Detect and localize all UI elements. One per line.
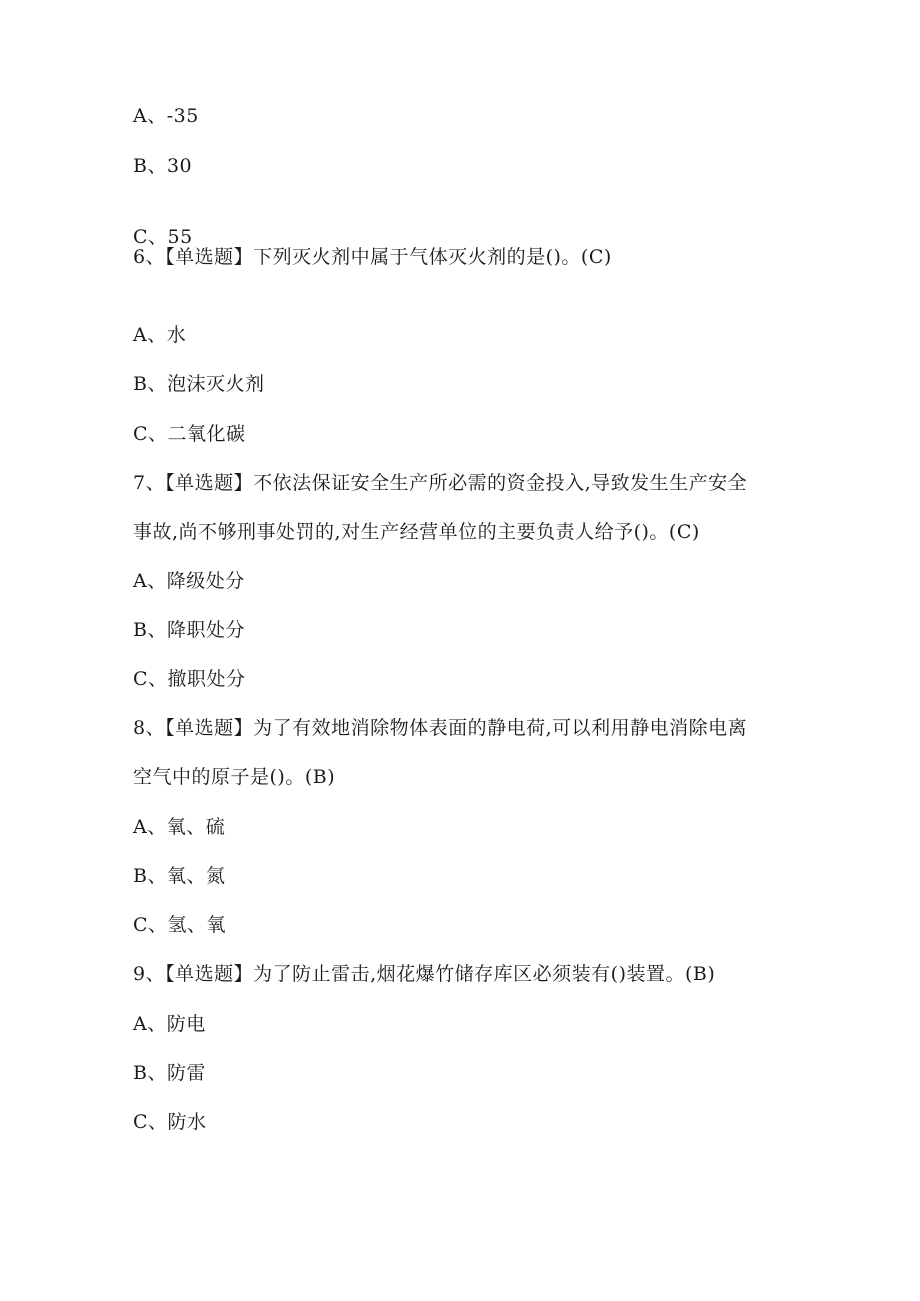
- q8-question: [133, 716, 747, 740]
- q6-question: [133, 245, 612, 269]
- q7-number: 7、: [133, 472, 166, 494]
- q7-option-b: B、降职处分: [133, 619, 245, 641]
- q7-type-tag: 【单选题】: [165, 472, 254, 494]
- q6-option-c: C、二氧化碳: [133, 423, 246, 445]
- q5-option-b: B、30: [133, 155, 193, 177]
- q7-question: [133, 471, 747, 495]
- q5-option-a: A、-35: [133, 105, 199, 127]
- q9-text-line-1: 为了防止雷击,烟花爆竹储存库区必须装有()装置。(B): [253, 963, 716, 985]
- q9-type-tag: 【单选题】: [165, 963, 254, 985]
- q8-option-b: B、氧、氮: [133, 865, 226, 887]
- q7-option-a: A、降级处分: [133, 570, 245, 592]
- q9-option-c: C、防水: [133, 1111, 207, 1133]
- q6-option-a: A、水: [133, 324, 187, 346]
- q8-number: 8、: [133, 717, 166, 739]
- q7-text-line-1: 不依法保证安全生产所必需的资金投入,导致发生生产安全: [253, 472, 748, 494]
- q9-option-a: A、防电: [133, 1013, 206, 1035]
- q5-option-c: C、55: [133, 226, 193, 248]
- q8-text-line-2: 空气中的原子是()。(B): [133, 766, 336, 788]
- q6-number: 6、: [133, 246, 166, 268]
- q6-text-line-1: 下列灭火剂中属于气体灭火剂的是()。(C): [253, 246, 612, 268]
- q8-option-c: C、氢、氧: [133, 914, 227, 936]
- q8-option-a: A、氧、硫: [133, 816, 226, 838]
- q7-option-c: C、撤职处分: [133, 668, 246, 690]
- q6-type-tag: 【单选题】: [165, 246, 254, 268]
- q7-text-line-2: 事故,尚不够刑事处罚的,对生产经营单位的主要负责人给予()。(C): [133, 521, 700, 543]
- q8-text-line-1: 为了有效地消除物体表面的静电荷,可以利用静电消除电离: [253, 717, 748, 739]
- q9-number: 9、: [133, 963, 166, 985]
- q6-option-b: B、泡沫灭火剂: [133, 373, 265, 395]
- q9-option-b: B、防雷: [133, 1062, 206, 1084]
- q8-type-tag: 【单选题】: [165, 717, 254, 739]
- q9-question: [133, 962, 715, 986]
